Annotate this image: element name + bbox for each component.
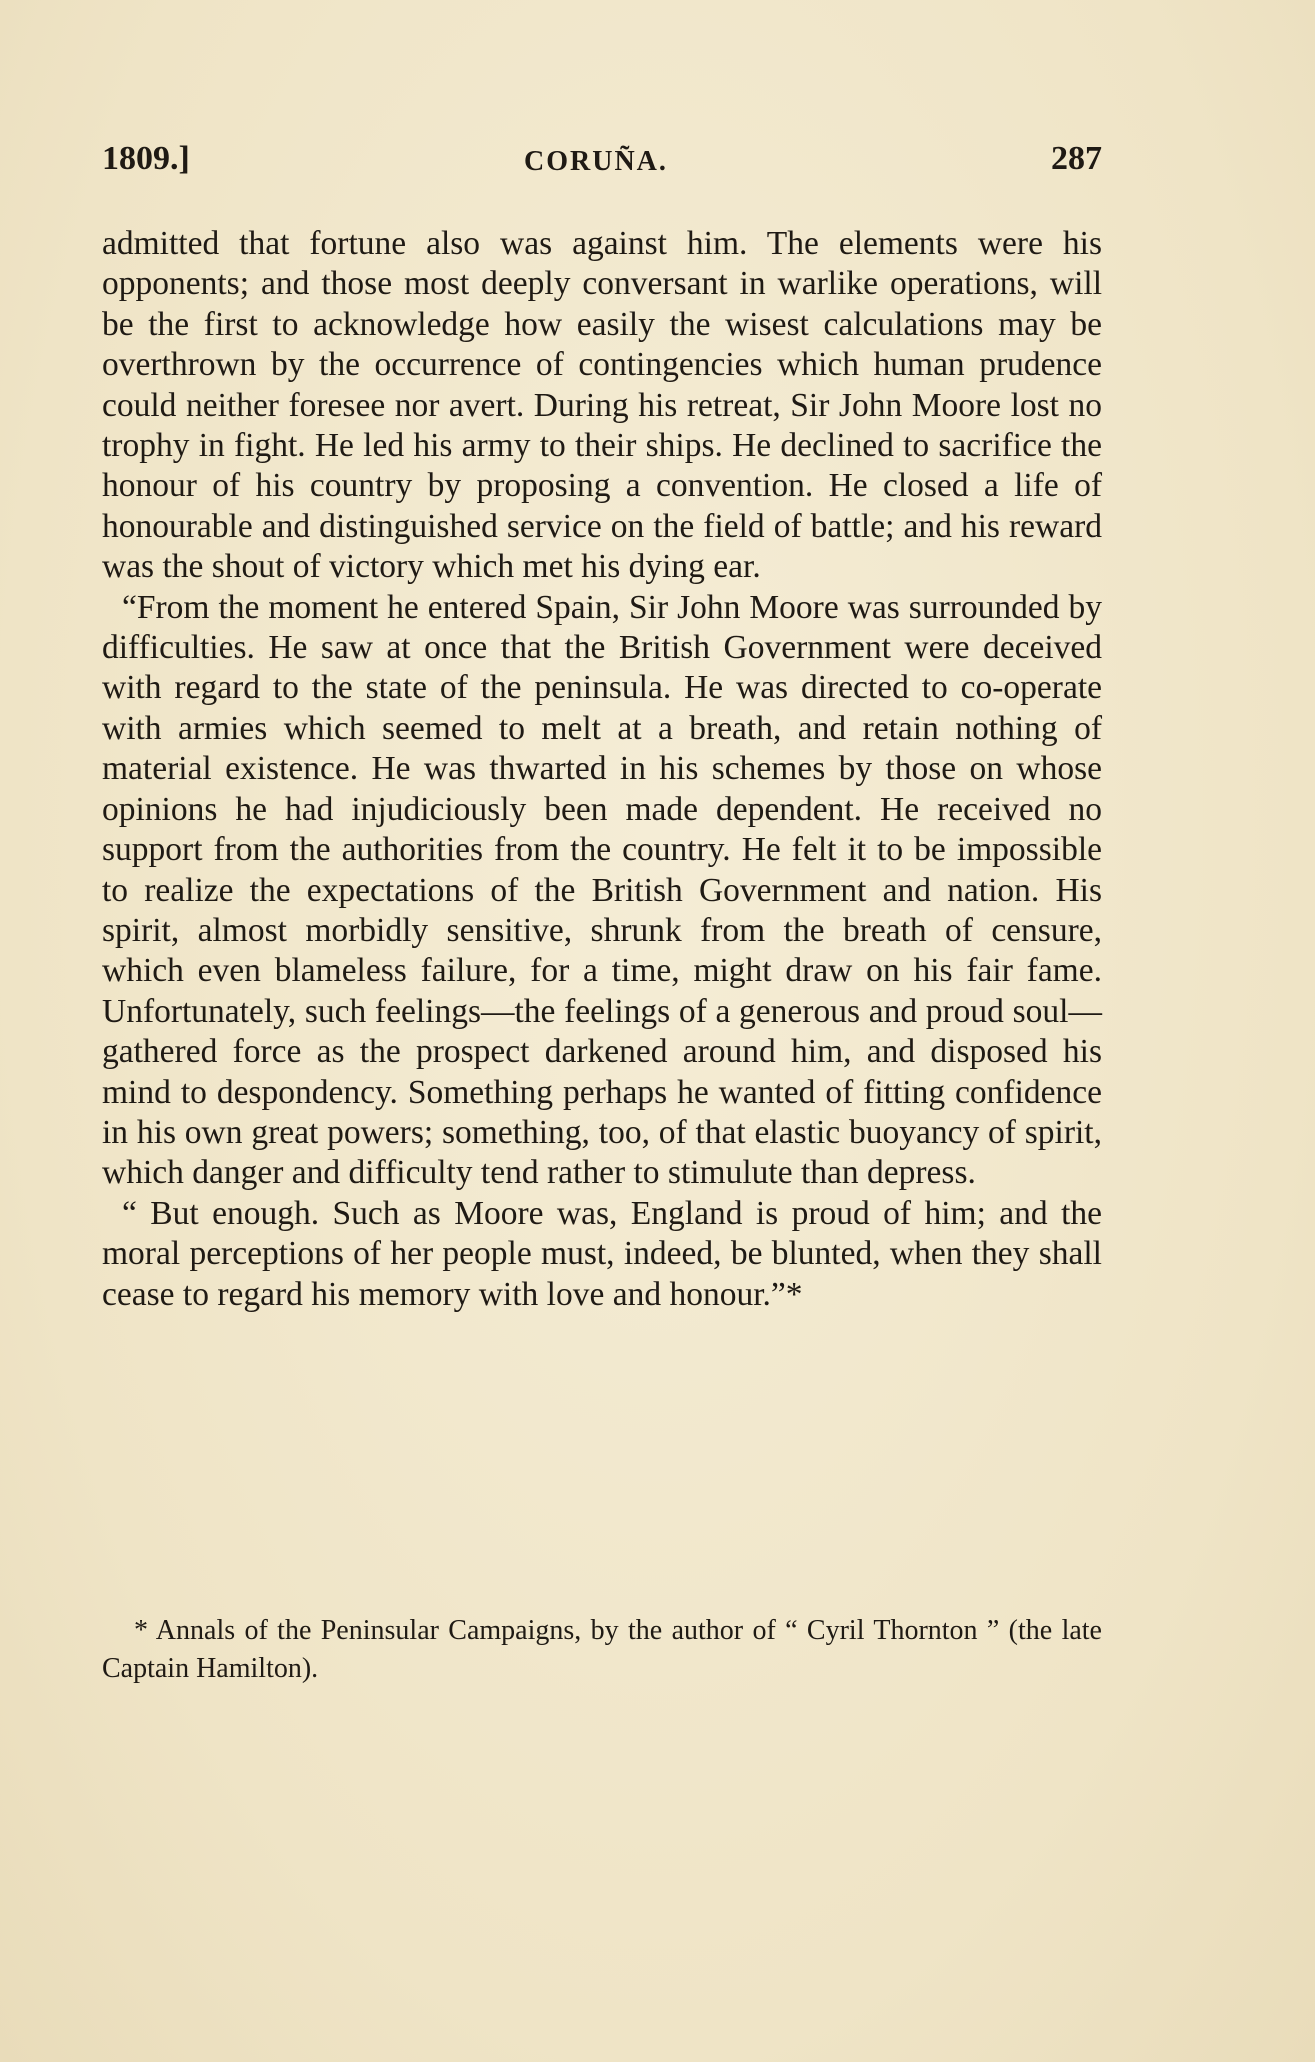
main-text [102,224,1102,1315]
paragraph-1: admitted that fortune also was against him. The elements were his opponents; and those most deeply conversant in warlike operations, will be the first to acknowledge how easily the wisest calculations may be overthrown by the occurrence of contingencies which human prudence could neither foresee nor avert. During his retreat, Sir John Moore lost no trophy in fight. He led his army to their ships. He declined to sacrifice the honour of his country by proposing a convention. He closed a life of honourable and distinguished service on the field of battle; and his reward was the shout of victory which met his dying ear. [102,225,1102,586]
paragraph-3: “ But enough. Such as Moore was, England is proud of him; and the moral perceptions of her people must, indeed, be blunted, when they shall cease to regard his memory with love and honour.”* [102,1194,1102,1313]
footnote [102,1612,1102,1688]
paragraph-2: “From the moment he entered Spain, Sir John Moore was surrounded by difficulties. He saw at once that the British Government were deceived with regard to the state of the peninsula. He was directed to co-operate with armies which seemed to melt at a breath, and retain nothing of material existence. He was thwarted in his schemes by those on whose opinions he had injudiciously been made dependent. He received no support from the authorities from the country. He felt it to be impossible to realize the expectations of the British Government and nation. His spirit, almost morbidly sensitive, shrunk from the breath of censure, which even blameless failure, for a time, might draw on his fair fame. Unfortunately, such feelings—the feelings of a generous and proud soul—gathered force as the prospect darkened around him, and disposed his mind to despondency. Something perhaps he wanted of fitting confidence in his own great powers; something, too, of that elastic buoyancy of spirit, which danger and difficulty tend rather to stimulute than depress. [102,588,1102,1192]
footnote-text: * Annals of the Peninsular Campaigns, by the author of “ Cyril Thornton ” (the late Captain Hamilton). [102,1615,1102,1684]
running-header [102,140,1102,190]
page-number: 287 [1051,140,1102,177]
header-title: CORUÑA. [524,146,668,177]
header-year: 1809.] [102,140,190,177]
